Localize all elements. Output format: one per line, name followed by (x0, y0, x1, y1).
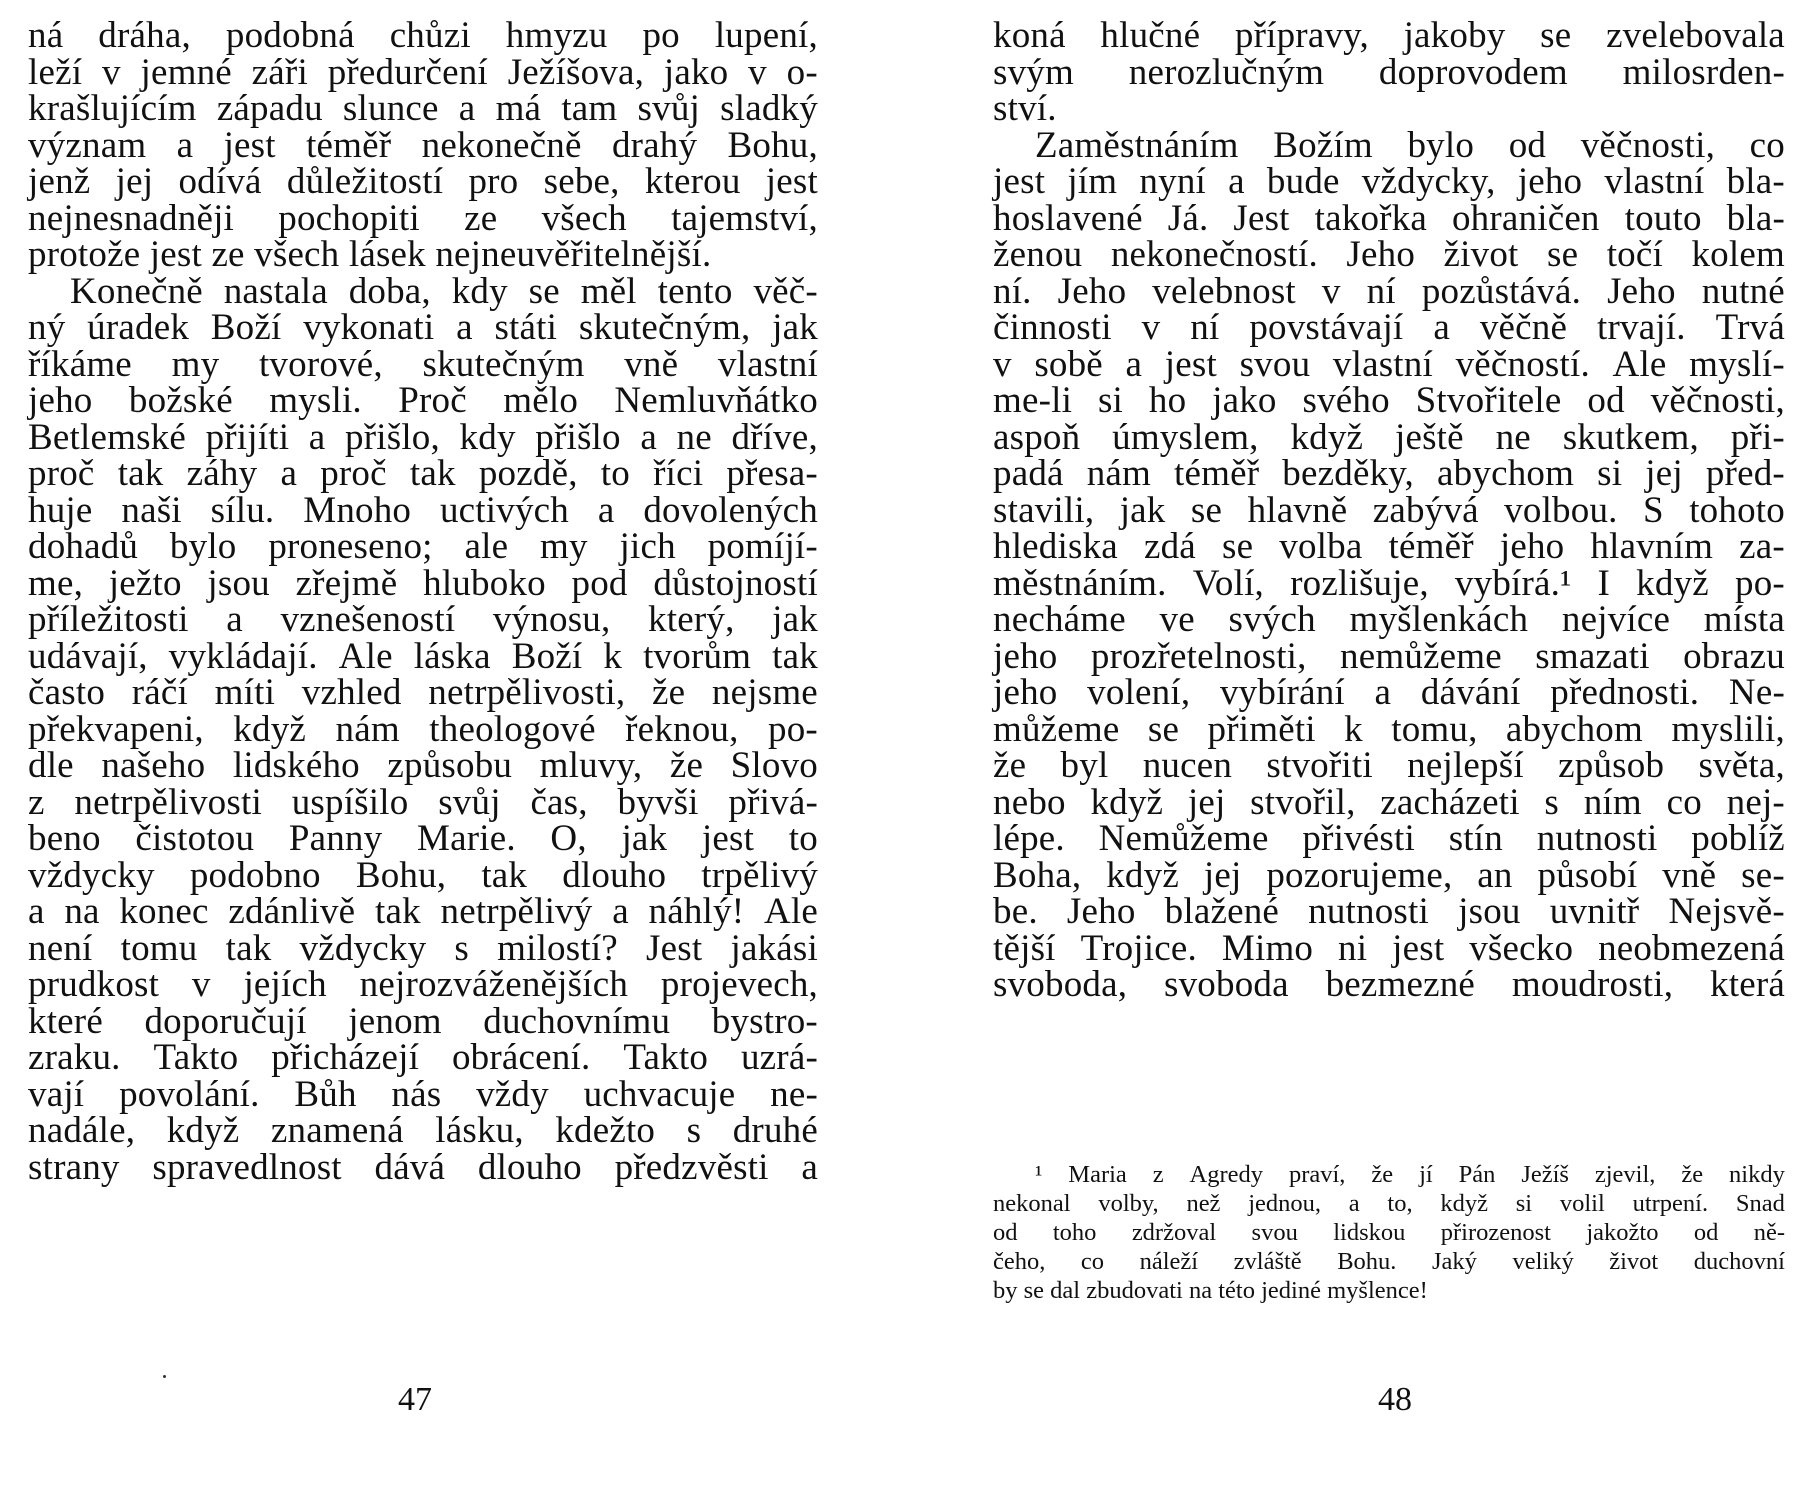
text-line: ný úradek Boží vykonati a státi skutečným, jak (28, 307, 818, 348)
text-line: význam a jest téměř nekonečně drahý Bohu, (28, 124, 818, 166)
text-line: ženou nekonečností. Jeho život se točí kolem (993, 234, 1785, 275)
text-line: ství. (993, 88, 1057, 129)
text-line: jenž jej odívá důležitostí pro sebe, kterou jest (28, 161, 818, 202)
text-line: svoboda, svoboda bezmezné moudrosti, která (993, 964, 1785, 1005)
text-line: Betlemské přijíti a přišlo, kdy přišlo a ne dříve, (28, 416, 818, 458)
text-line: ná dráha, podobná chůzi hmyzu po lupení, (28, 15, 818, 56)
text-line: není tomu tak vždycky s milostí? Jest jakási (28, 927, 818, 969)
text-line: padá nám téměř bezděky, abychom si jej před- (993, 453, 1785, 494)
text-line: leží v jemné záři předurčení Ježíšova, jako v o- (28, 51, 818, 93)
text-line: Boha, když jej pozorujeme, an působí vně se- (993, 854, 1785, 896)
text-line: hlediska zdá se volba téměř jeho hlavním za- (993, 526, 1785, 567)
text-line: z netrpělivosti uspíšilo svůj čas, byvši přivá- (28, 781, 818, 823)
text-line: které doporučují jenom duchovnímu bystro- (28, 1000, 818, 1042)
text-line: strany spravedlnost dává dlouho předzvěsti a (28, 1146, 818, 1188)
text-line: jeho božské mysli. Proč mělo Nemluvňátko (28, 380, 818, 421)
text-line: svým nerozlučným doprovodem milosrden- (993, 51, 1785, 93)
text-line: aspoň úmyslem, když ještě ne skutkem, při- (993, 416, 1785, 458)
text-line: zraku. Takto přicházejí obrácení. Takto uzrá- (28, 1037, 818, 1078)
text-line: stavili, jak se hlavně zabývá volbou. S tohoto (993, 489, 1785, 531)
text-line: nebo když jej stvořil, zacházeti s ním co nej- (993, 781, 1785, 823)
text-line: koná hlučné přípravy, jakoby se zvelebovala (993, 15, 1785, 56)
text-line: hoslavené Já. Jest takořka ohraničen touto bla- (993, 197, 1785, 239)
text-line: jeho prozřetelnosti, nemůžeme smazati obrazu (993, 635, 1785, 677)
right-page-footnote (993, 1160, 1785, 1305)
text-line: me, ježto jsou zřejmě hluboko pod důstojností (28, 562, 818, 604)
text-line: příležitosti a vznešeností výnosu, který, jak (28, 599, 818, 640)
text-line: dle našeho lidského způsobu mluvy, že Slovo (28, 745, 818, 786)
text-line: by se dal zbudovati na této jediné myšlence! (993, 1277, 1428, 1304)
text-line: a na konec zdánlivě tak netrpělivý a náhlý! Ale (28, 891, 818, 932)
text-line: nejnesnadněji pochopiti ze všech tajemství, (28, 197, 818, 239)
text-line: městnáním. Volí, rozlišuje, vybírá.¹ I když po- (993, 562, 1785, 604)
print-speck (163, 1375, 166, 1378)
text-line: beno čistotou Panny Marie. O, jak jest to (28, 818, 818, 859)
text-line: od toho zdržoval svou lidskou přirozenost jakožto od ně- (993, 1219, 1785, 1246)
text-line: nekonal volby, než jednou, a to, když si volil utrpení. Snad (993, 1190, 1785, 1217)
text-line: jest jím nyní a bude vždycky, jeho vlastní bla- (993, 161, 1785, 202)
text-line: krašlujícím západu slunce a má tam svůj sladký (28, 88, 818, 129)
text-line: dohadů bylo proneseno; ale my jich pomíjí- (28, 526, 818, 567)
book-gutter (900, 0, 901, 1500)
text-line: ¹ Maria z Agredy praví, že jí Pán Ježíš zjevil, že nikdy (1035, 1161, 1785, 1188)
text-line: huje naši sílu. Mnoho uctivých a dovolených (28, 489, 818, 531)
text-line: činnosti v ní povstávají a věčně trvají. Trvá (993, 307, 1785, 348)
text-line: udávají, vykládají. Ale láska Boží k tvorům tak (28, 635, 818, 677)
text-line: Konečně nastala doba, kdy se měl tento věč- (70, 270, 818, 312)
right-page (993, 0, 1785, 1500)
text-line: be. Jeho blažené nutnosti jsou uvnitř Nejsvě- (993, 891, 1785, 932)
left-page-body-text (28, 15, 818, 1188)
right-page-body-text (993, 15, 1785, 1005)
text-line: vždycky podobno Bohu, tak dlouho trpělivý (28, 854, 818, 896)
text-line: že byl nucen stvořiti nejlepší způsob světa, (993, 745, 1785, 786)
text-line: prudkost v jejích nejrozváženějších projevech, (28, 964, 818, 1005)
text-line: říkáme my tvorové, skutečným vně vlastní (28, 343, 818, 385)
text-line: nadále, když znamená lásku, kdežto s druhé (28, 1110, 818, 1151)
text-line: často ráčí míti vzhled netrpělivosti, že nejsme (28, 672, 818, 713)
text-line: me-li si ho jako svého Stvořitele od věčnosti, (993, 380, 1785, 421)
text-line: ní. Jeho velebnost v ní pozůstává. Jeho nutné (993, 270, 1785, 312)
text-line: lépe. Nemůžeme přivésti stín nutnosti poblíž (993, 818, 1785, 859)
text-line: tější Trojice. Mimo ni jest všecko neobmezená (993, 927, 1785, 969)
text-line: proč tak záhy a proč tak pozdě, to říci přesa- (28, 453, 818, 494)
right-page-number: 48 (1378, 1381, 1412, 1418)
text-line: Zaměstnáním Božím bylo od věčnosti, co (1035, 124, 1785, 166)
text-line: jeho volení, vybírání a dávání přednosti. Ne- (993, 672, 1785, 713)
text-line: překvapeni, když nám theologové řeknou, po- (28, 708, 818, 750)
text-line: čeho, co náleží zvláště Bohu. Jaký veliký život duchovní (993, 1248, 1785, 1275)
text-line: necháme ve svých myšlenkách nejvíce místa (993, 599, 1785, 640)
text-line: protože jest ze všech lásek nejneuvěřitelnější. (28, 234, 712, 275)
text-line: v sobě a jest svou vlastní věčností. Ale myslí- (993, 343, 1785, 385)
left-page-number: 47 (398, 1381, 432, 1418)
text-line: můžeme se přiměti k tomu, abychom myslili, (993, 708, 1785, 750)
text-line: vají povolání. Bůh nás vždy uchvacuje ne- (28, 1073, 818, 1115)
left-page (28, 0, 818, 1500)
